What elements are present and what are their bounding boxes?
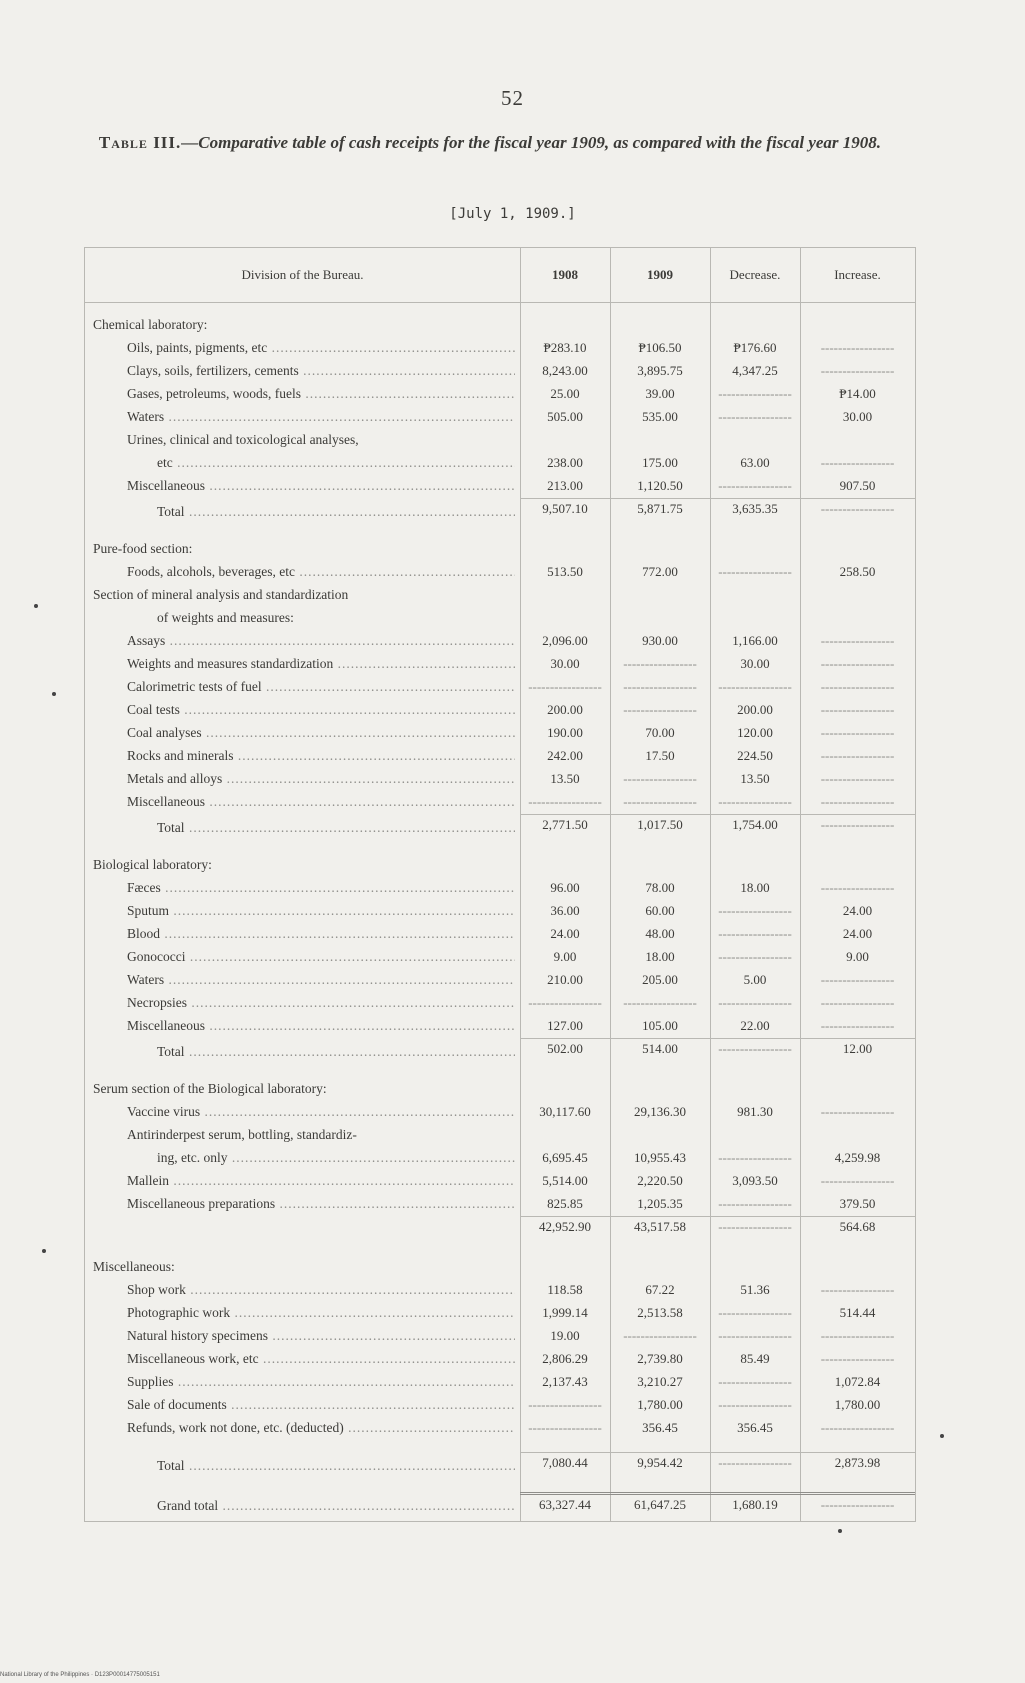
value-1909 — [610, 679, 710, 695]
row-label: Mallein ..... — [127, 1173, 515, 1189]
value-1909: 356.45 — [642, 1420, 678, 1435]
value-increase: 564.68 — [800, 1216, 915, 1235]
value-decrease — [710, 409, 800, 425]
value-increase — [800, 1104, 915, 1120]
row-label: Waters ..... — [127, 972, 515, 988]
table-row — [85, 1394, 915, 1417]
row-label: Metals and alloys ..... — [127, 771, 515, 787]
value-1908: 2,771.50 — [520, 814, 610, 833]
value-1909 — [610, 771, 710, 787]
value-decrease: 356.45 — [737, 1420, 773, 1435]
table-row — [85, 992, 915, 1015]
value-1908: 242.00 — [547, 748, 583, 763]
table-body — [85, 314, 915, 1520]
value-1909: 1,205.35 — [637, 1196, 683, 1211]
value-increase — [800, 702, 915, 718]
value-decrease: 981.30 — [737, 1104, 773, 1119]
value-1908: 513.50 — [547, 564, 583, 579]
table-row — [85, 406, 915, 429]
row-label: Blood ..... — [127, 926, 515, 942]
total-row — [85, 1452, 915, 1480]
value-1908: 127.00 — [547, 1018, 583, 1033]
section-heading-row — [85, 607, 915, 630]
table-row — [85, 1101, 915, 1124]
value-increase: ₱14.00 — [839, 386, 876, 401]
value-1909: 48.00 — [645, 926, 675, 941]
table-row — [85, 877, 915, 900]
value-increase: 9.00 — [846, 949, 869, 964]
value-increase — [800, 633, 915, 649]
value-increase — [800, 1282, 915, 1298]
row-spacer — [85, 526, 915, 538]
value-increase: 24.00 — [842, 926, 873, 941]
table-row — [85, 1302, 915, 1325]
paper-speck — [42, 1249, 46, 1253]
section-heading-row — [85, 1124, 915, 1147]
table-row — [85, 337, 915, 360]
value-increase — [800, 725, 915, 741]
row-label: Biological laboratory: — [93, 857, 212, 872]
paper-speck — [838, 1529, 842, 1533]
row-label: Sputum ..... — [127, 903, 515, 919]
table-row — [85, 1015, 915, 1038]
value-increase — [800, 1351, 915, 1367]
value-1909: 3,895.75 — [637, 363, 683, 378]
value-1909 — [610, 995, 710, 1011]
row-spacer — [85, 1244, 915, 1256]
value-decrease: 4,347.25 — [732, 363, 778, 378]
value-1909: 930.00 — [642, 633, 678, 648]
table-row — [85, 452, 915, 475]
row-label: Calorimetric tests of fuel ..... — [127, 679, 515, 695]
value-1909: 1,017.50 — [610, 814, 710, 833]
value-1908: 2,806.29 — [542, 1351, 588, 1366]
paper-speck — [940, 1434, 944, 1438]
table-label: Table III. — [98, 133, 182, 152]
row-spacer — [85, 842, 915, 854]
total-row — [85, 814, 915, 842]
section-heading-row — [85, 538, 915, 561]
value-increase: 4,259.98 — [834, 1150, 881, 1165]
value-decrease: 1,754.00 — [710, 814, 800, 833]
table-row — [85, 1279, 915, 1302]
table-row — [85, 360, 915, 383]
table-row — [85, 722, 915, 745]
row-label: Antirinderpest serum, bottling, standardiz- — [127, 1127, 357, 1142]
value-increase — [800, 748, 915, 764]
value-decrease: 5.00 — [743, 972, 767, 987]
value-increase — [800, 498, 915, 517]
value-increase: 2,873.98 — [800, 1452, 915, 1471]
value-1908: 2,137.43 — [542, 1374, 588, 1389]
receipts-table — [84, 247, 916, 1522]
value-1908: 505.00 — [547, 409, 583, 424]
row-label: Total ..... — [157, 1044, 515, 1060]
table-caption: —Comparative table of cash receipts for the fiscal year 1909, as compared with the fiscal year 1908. — [181, 133, 882, 152]
value-increase — [800, 1173, 915, 1189]
table-row — [85, 1170, 915, 1193]
value-1909 — [610, 702, 710, 718]
table-row — [85, 676, 915, 699]
value-increase — [800, 972, 915, 988]
header-decrease: Decrease. — [729, 267, 781, 282]
value-decrease — [710, 995, 800, 1011]
value-increase — [800, 1018, 915, 1034]
table-row — [85, 1147, 915, 1170]
value-increase — [800, 794, 915, 810]
table-row — [85, 1371, 915, 1394]
value-1909: 60.00 — [645, 903, 675, 918]
row-label: Shop work ..... — [127, 1282, 515, 1298]
value-1909: 18.00 — [645, 949, 675, 964]
value-1908: 36.00 — [550, 903, 580, 918]
value-1908: 190.00 — [547, 725, 583, 740]
value-1908: 24.00 — [550, 926, 580, 941]
table-row — [85, 946, 915, 969]
value-1908 — [520, 679, 610, 695]
value-1908: 200.00 — [547, 702, 583, 717]
value-1908: 5,514.00 — [542, 1173, 588, 1188]
value-1908: 7,080.44 — [520, 1452, 610, 1471]
value-1909: ₱106.50 — [638, 340, 682, 355]
value-decrease: 18.00 — [740, 880, 770, 895]
value-1909: 39.00 — [645, 386, 675, 401]
value-1909: 70.00 — [645, 725, 675, 740]
value-1909: 1,780.00 — [637, 1397, 683, 1412]
table-row — [85, 699, 915, 722]
scan-footer: National Library of the Philippines · D123P00014775005151 — [0, 1672, 160, 1678]
value-decrease: 63.00 — [740, 455, 770, 470]
value-decrease — [710, 386, 800, 402]
grand-total-row — [85, 1492, 915, 1520]
section-heading-row — [85, 314, 915, 337]
row-label: Gonococci ..... — [127, 949, 515, 965]
row-label: Assays ..... — [127, 633, 515, 649]
table-row — [85, 475, 915, 498]
value-decrease: 51.36 — [740, 1282, 770, 1297]
row-label: Total ..... — [157, 1458, 515, 1474]
value-1909: 78.00 — [645, 880, 675, 895]
row-spacer — [85, 1440, 915, 1452]
value-increase — [800, 995, 915, 1011]
row-label: Miscellaneous ..... — [127, 1018, 515, 1034]
row-label: Foods, alcohols, beverages, etc ..... — [127, 564, 515, 580]
row-label: ing, etc. only ..... — [157, 1150, 515, 1166]
value-1908: 25.00 — [550, 386, 580, 401]
value-decrease — [710, 1374, 800, 1390]
section-heading-row — [85, 1256, 915, 1279]
value-increase — [800, 814, 915, 833]
value-decrease: 120.00 — [737, 725, 773, 740]
value-1909: 1,120.50 — [637, 478, 683, 493]
value-decrease — [710, 1038, 800, 1057]
value-decrease: 13.50 — [740, 771, 770, 786]
table-row — [85, 923, 915, 946]
header-increase: Increase. — [834, 267, 881, 282]
value-1908: 210.00 — [547, 972, 583, 987]
value-1909: 10,955.43 — [634, 1150, 686, 1165]
row-spacer — [85, 1066, 915, 1078]
value-increase — [800, 1492, 915, 1513]
value-decrease — [710, 926, 800, 942]
row-label: Sale of documents ..... — [127, 1397, 515, 1413]
value-increase — [800, 363, 915, 379]
row-label: Clays, soils, fertilizers, cements ..... — [127, 363, 515, 379]
paper-speck — [52, 692, 56, 696]
value-1909: 2,739.80 — [637, 1351, 683, 1366]
value-increase — [800, 455, 915, 471]
row-label: Serum section of the Biological laboratory: — [93, 1081, 327, 1096]
value-1908: 2,096.00 — [542, 633, 588, 648]
table-row — [85, 561, 915, 584]
row-label: Gases, petroleums, woods, fuels ..... — [127, 386, 515, 402]
value-1909: 175.00 — [642, 455, 678, 470]
row-label: Urines, clinical and toxicological analyses, — [127, 432, 359, 447]
header-1909: 1909 — [647, 267, 673, 282]
value-increase: 30.00 — [842, 409, 873, 424]
date-note: [July 1, 1909.] — [449, 206, 576, 222]
value-increase — [800, 1420, 915, 1436]
value-decrease — [710, 478, 800, 494]
row-label: Rocks and minerals ..... — [127, 748, 515, 764]
value-decrease — [710, 1150, 800, 1166]
value-decrease: 3,093.50 — [732, 1173, 778, 1188]
value-increase — [800, 340, 915, 356]
row-label: Photographic work ..... — [127, 1305, 515, 1321]
value-increase: 12.00 — [800, 1038, 915, 1057]
value-1908: 30.00 — [550, 656, 580, 671]
value-decrease — [710, 949, 800, 965]
row-label: Coal tests ..... — [127, 702, 515, 718]
row-label: Necropsies ..... — [127, 995, 515, 1011]
table-row — [85, 653, 915, 676]
page-number: 52 — [501, 86, 524, 110]
value-1908: 19.00 — [550, 1328, 580, 1343]
value-1909: 17.50 — [645, 748, 675, 763]
value-1908 — [520, 794, 610, 810]
value-decrease — [710, 903, 800, 919]
value-decrease — [710, 564, 800, 580]
paper-speck — [34, 604, 38, 608]
value-1908 — [520, 995, 610, 1011]
value-1908: 213.00 — [547, 478, 583, 493]
value-decrease: 30.00 — [740, 656, 770, 671]
value-decrease — [710, 1305, 800, 1321]
header-division: Division of the Bureau. — [241, 267, 364, 282]
value-increase — [800, 771, 915, 787]
row-label: Coal analyses ..... — [127, 725, 515, 741]
row-label: Miscellaneous preparations ..... — [127, 1196, 515, 1212]
value-1908: 9.00 — [553, 949, 577, 964]
table-row — [85, 791, 915, 814]
value-1908: 8,243.00 — [542, 363, 588, 378]
value-1909: 67.22 — [645, 1282, 675, 1297]
row-label: Miscellaneous ..... — [127, 794, 515, 810]
row-label: Miscellaneous ..... — [127, 478, 515, 494]
row-label: etc ..... — [157, 455, 515, 471]
row-label: Total ..... — [157, 504, 515, 520]
value-1909: 5,871.75 — [610, 498, 710, 517]
table-row — [85, 1348, 915, 1371]
value-decrease: 85.49 — [740, 1351, 770, 1366]
row-label: Miscellaneous work, etc ..... — [127, 1351, 515, 1367]
value-1909 — [610, 1328, 710, 1344]
value-1909 — [610, 794, 710, 810]
value-decrease: 224.50 — [737, 748, 773, 763]
table-row — [85, 768, 915, 791]
value-1909: 43,517.58 — [610, 1216, 710, 1235]
value-1908: 96.00 — [550, 880, 580, 895]
section-heading-row — [85, 854, 915, 877]
row-label: Total ..... — [157, 820, 515, 836]
value-1909 — [610, 656, 710, 672]
value-1908: ₱283.10 — [543, 340, 587, 355]
value-1908: 63,327.44 — [520, 1492, 610, 1513]
table-row — [85, 383, 915, 406]
table-row — [85, 630, 915, 653]
value-1909: 61,647.25 — [610, 1492, 710, 1513]
table-row — [85, 745, 915, 768]
value-decrease — [710, 794, 800, 810]
value-1909: 772.00 — [642, 564, 678, 579]
value-increase: 258.50 — [839, 564, 876, 579]
value-increase — [800, 1328, 915, 1344]
row-label: Grand total ..... — [157, 1498, 515, 1514]
row-label: Refunds, work not done, etc. (deducted) ..... — [127, 1420, 515, 1436]
value-1909: 514.00 — [610, 1038, 710, 1057]
value-1909: 9,954.42 — [610, 1452, 710, 1471]
value-1908: 238.00 — [547, 455, 583, 470]
table-row — [85, 1325, 915, 1348]
value-1908: 118.58 — [547, 1282, 583, 1297]
header-1908: 1908 — [552, 267, 578, 282]
value-increase — [800, 679, 915, 695]
value-1908 — [520, 1420, 610, 1436]
value-1908: 825.85 — [547, 1196, 583, 1211]
value-increase: 379.50 — [839, 1196, 876, 1211]
row-label: Pure-food section: — [93, 541, 193, 556]
table-row — [85, 900, 915, 923]
value-decrease — [710, 1328, 800, 1344]
section-heading-row — [85, 429, 915, 452]
value-decrease: 1,680.19 — [710, 1492, 800, 1513]
row-label: Oils, paints, pigments, etc ..... — [127, 340, 515, 356]
value-increase — [800, 880, 915, 896]
value-1909: 2,220.50 — [637, 1173, 683, 1188]
row-label: of weights and measures: — [157, 610, 294, 625]
value-1909: 2,513.58 — [637, 1305, 683, 1320]
table-row — [85, 969, 915, 992]
row-label: Weights and measures standardization ..... — [127, 656, 515, 672]
value-increase: 1,780.00 — [834, 1397, 881, 1412]
value-1908: 13.50 — [550, 771, 580, 786]
total-row — [85, 1038, 915, 1066]
total-row — [85, 1216, 915, 1244]
value-decrease: 3,635.35 — [710, 498, 800, 517]
row-label: Section of mineral analysis and standardization — [93, 587, 349, 602]
row-label: Waters ..... — [127, 409, 515, 425]
value-1908: 9,507.10 — [520, 498, 610, 517]
row-label: Fæces ..... — [127, 880, 515, 896]
row-spacer — [85, 1480, 915, 1492]
value-decrease — [710, 1397, 800, 1413]
value-1909: 535.00 — [642, 409, 678, 424]
value-1908: 502.00 — [520, 1038, 610, 1057]
value-decrease — [710, 1216, 800, 1235]
header-divider — [85, 302, 915, 303]
row-label: Supplies ..... — [127, 1374, 515, 1390]
row-label: Natural history specimens ..... — [127, 1328, 515, 1344]
value-decrease — [710, 679, 800, 695]
value-increase: 907.50 — [839, 478, 876, 493]
value-1908 — [520, 1397, 610, 1413]
value-increase: 24.00 — [842, 903, 873, 918]
row-label: Chemical laboratory: — [93, 317, 208, 332]
table-row — [85, 1193, 915, 1216]
section-heading-row — [85, 584, 915, 607]
row-label: Vaccine virus ..... — [127, 1104, 515, 1120]
value-1908: 42,952.90 — [520, 1216, 610, 1235]
value-1908: 1,999.14 — [542, 1305, 588, 1320]
value-decrease: 1,166.00 — [732, 633, 778, 648]
value-decrease: 200.00 — [737, 702, 773, 717]
value-decrease — [710, 1452, 800, 1471]
value-decrease — [710, 1196, 800, 1212]
value-1909: 3,210.27 — [637, 1374, 683, 1389]
value-increase — [800, 656, 915, 672]
table-row — [85, 1417, 915, 1440]
value-decrease: ₱176.60 — [733, 340, 777, 355]
value-1909: 205.00 — [642, 972, 678, 987]
value-1909: 29,136.30 — [634, 1104, 686, 1119]
section-heading-row — [85, 1078, 915, 1101]
total-row — [85, 498, 915, 526]
value-1908: 30,117.60 — [539, 1104, 591, 1119]
table-title — [80, 130, 900, 156]
value-decrease: 22.00 — [740, 1018, 770, 1033]
value-1908: 6,695.45 — [542, 1150, 588, 1165]
value-1909: 105.00 — [642, 1018, 678, 1033]
value-increase: 514.44 — [839, 1305, 876, 1320]
row-label: Miscellaneous: — [93, 1259, 175, 1274]
value-increase: 1,072.84 — [834, 1374, 881, 1389]
